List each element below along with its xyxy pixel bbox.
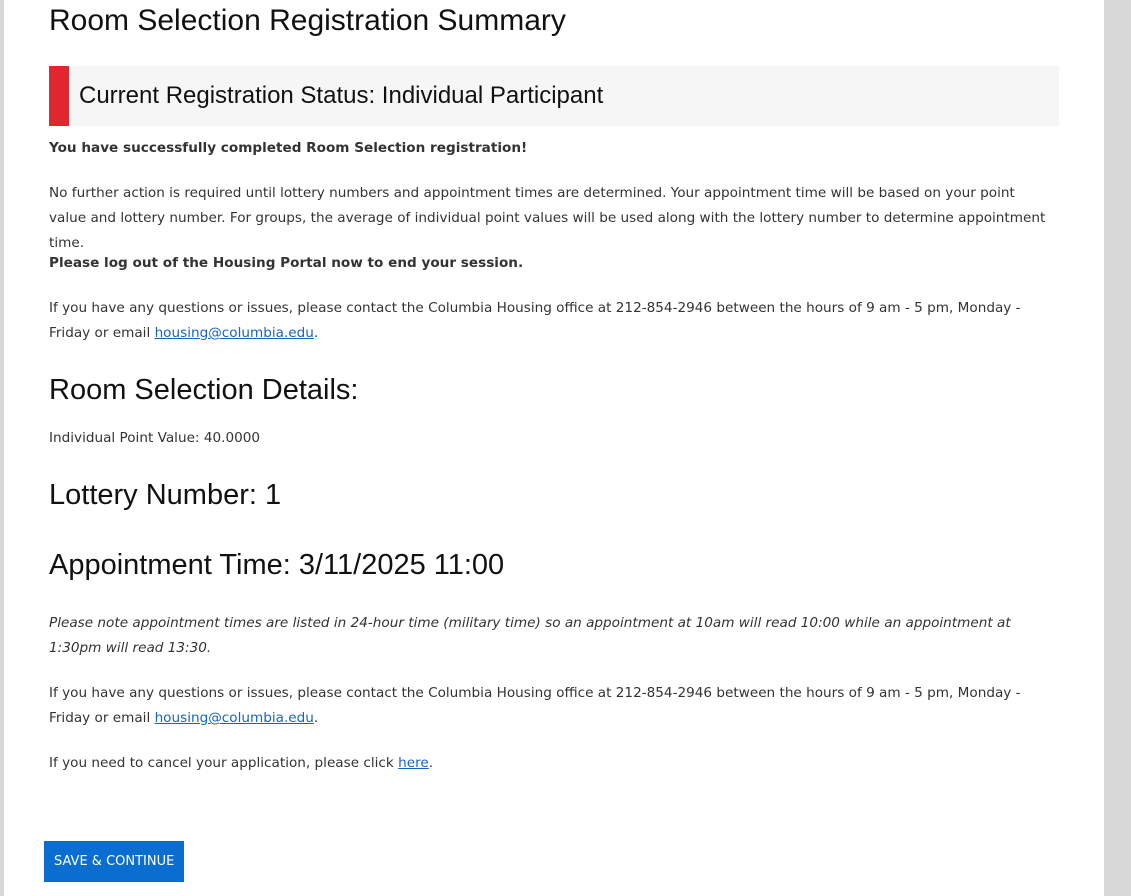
contact-text: If you have any questions or issues, please contact the Columbia Housing office at 212-854-2946 between the hours of 9 am - 5 pm, Monday - Friday or email: [49, 300, 1021, 341]
housing-email-link[interactable]: housing@columbia.edu: [154, 325, 314, 341]
save-continue-button[interactable]: SAVE & CONTINUE: [44, 841, 184, 882]
status-accent-bar: [49, 66, 69, 126]
success-message: You have successfully completed Room Selection registration!: [49, 140, 528, 156]
contact-message: [49, 296, 1054, 346]
contact-suffix: .: [313, 325, 319, 341]
contact-suffix-2: .: [313, 710, 319, 726]
contact-message-2: [49, 681, 1054, 731]
registration-status-box: [49, 66, 1059, 126]
page-title: Room Selection Registration Summary: [49, 4, 566, 37]
logout-message: Please log out of the Housing Portal now to end your session.: [49, 255, 524, 271]
contact-text-2: If you have any questions or issues, please contact the Columbia Housing office at 212-854-2946 between the hours of 9 am - 5 pm, Monday - Friday or email: [49, 685, 1021, 726]
cancel-message: [49, 751, 1054, 776]
registration-status-text: Current Registration Status: Individual Participant: [79, 82, 604, 109]
no-action-message: No further action is required until lottery numbers and appointment times are determined. Your appointment time will be based on your point value and lottery number. For groups, the average of individual point values will be used along with the lottery number to determine appointment time.: [49, 185, 1046, 251]
cancel-here-link[interactable]: here: [398, 755, 429, 771]
details-heading: Room Selection Details:: [49, 374, 359, 406]
cancel-text: If you need to cancel your application, please click: [49, 755, 399, 771]
appointment-time: Appointment Time: 3/11/2025 11:00: [49, 549, 505, 581]
point-value: Individual Point Value: 40.0000: [49, 430, 261, 446]
lottery-number: Lottery Number: 1: [49, 479, 282, 511]
housing-email-link-2[interactable]: housing@columbia.edu: [154, 710, 314, 726]
cancel-suffix: .: [428, 755, 434, 771]
time-format-note: Please note appointment times are listed in 24-hour time (military time) so an appointment at 10am will read 10:00 while an appointment at 1:30pm will read 13:30.: [49, 615, 1011, 656]
page-panel: [4, 0, 1104, 896]
